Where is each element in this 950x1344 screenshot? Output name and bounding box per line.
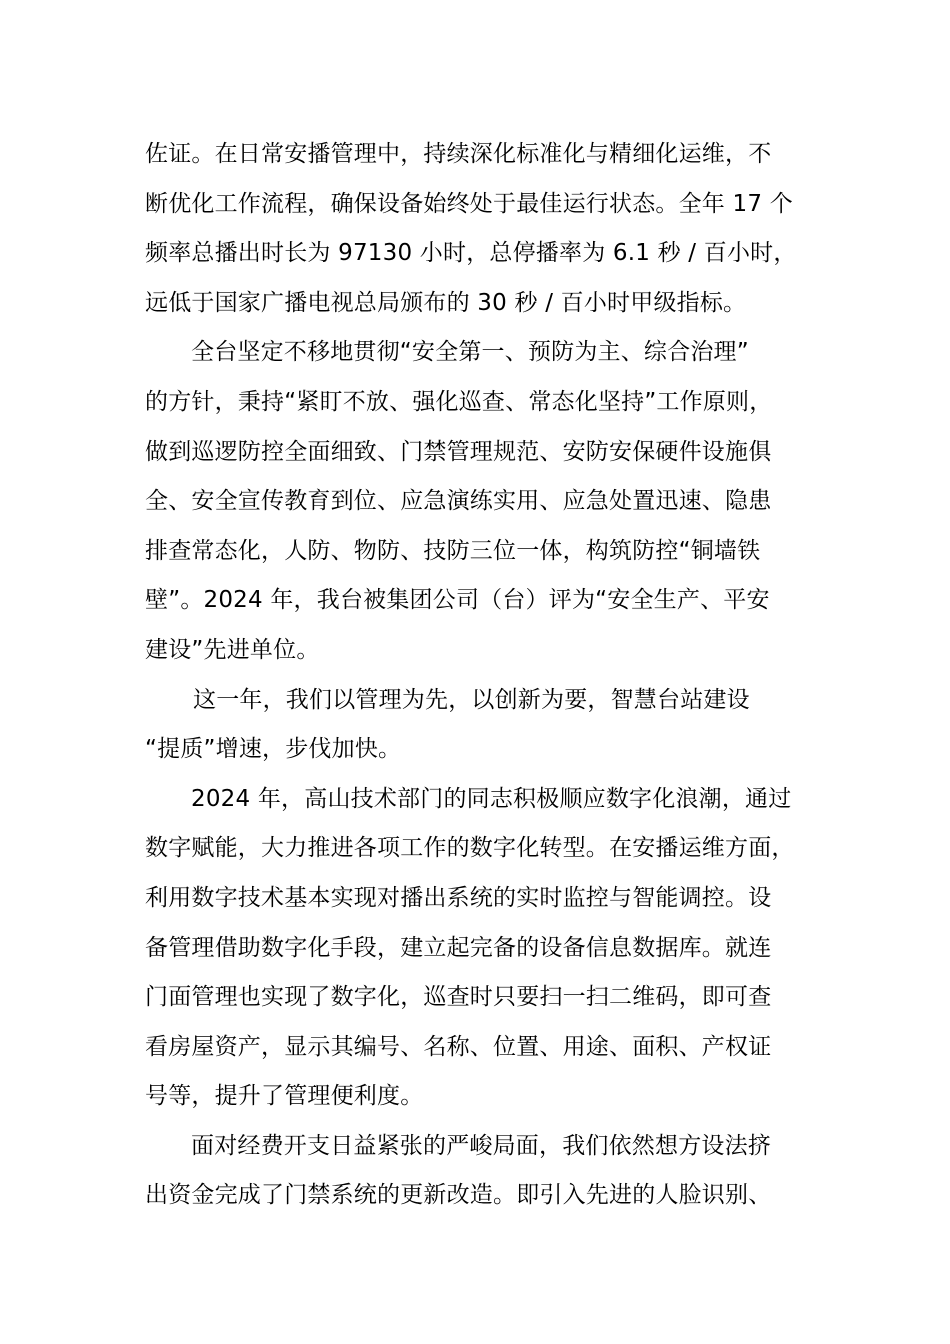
text-line: 远低于国家广播电视总局颁布的 30 秒 / 百小时甲级指标。 <box>145 289 747 316</box>
paragraph-first-line: 全台坚定不移地贯彻“安全第一、预防为主、综合治理” <box>191 339 749 366</box>
text-line: 备管理借助数字化手段，建立起完备的设备信息数据库。就连 <box>145 934 772 961</box>
text-line: 利用数字技术基本实现对播出系统的实时监控与智能调控。设 <box>145 884 772 911</box>
paragraph-first-line: 面对经费开支日益紧张的严峻局面，我们依然想方设法挤 <box>191 1132 771 1159</box>
paragraph-first-line: 这一年，我们以管理为先，以创新为要，智慧台站建设 <box>193 686 750 713</box>
text-line: 做到巡逻防控全面细致、门禁管理规范、安防安保硬件设施俱 <box>145 438 772 465</box>
text-line: 建设”先进单位。 <box>145 636 320 663</box>
text-line: 断优化工作流程，确保设备始终处于最佳运行状态。全年 17 个 <box>145 190 793 217</box>
document-body <box>145 130 810 1221</box>
text-line: 看房屋资产，显示其编号、名称、位置、用途、面积、产权证 <box>145 1033 772 1060</box>
text-line: 壁”。2024 年，我台被集团公司（台）评为“安全生产、平安 <box>145 587 770 614</box>
text-line: 频率总播出时长为 97130 小时，总停播率为 6.1 秒 / 百小时， <box>145 240 797 267</box>
text-line: 佐证。在日常安播管理中，持续深化标准化与精细化运维，不 <box>145 141 772 167</box>
text-line: 数字赋能，大力推进各项工作的数字化转型。在安播运维方面， <box>145 835 795 862</box>
text-line: 的方针，秉持“紧盯不放、强化巡查、常态化坚持”工作原则， <box>145 388 773 415</box>
paragraph-first-line: 2024 年，高山技术部门的同志积极顺应数字化浪潮，通过 <box>191 785 792 812</box>
text-line: 排查常态化，人防、物防、技防三位一体，构筑防控“铜墙铁 <box>145 537 761 564</box>
text-line: “提质”增速，步伐加快。 <box>145 736 402 763</box>
text-line: 号等，提升了管理便利度。 <box>145 1083 424 1110</box>
text-line: 全、安全宣传教育到位、应急演练实用、应急处置迅速、隐患 <box>145 488 772 515</box>
text-line: 门面管理也实现了数字化，巡查时只要扫一扫二维码，即可查 <box>145 984 772 1011</box>
text-line: 出资金完成了门禁系统的更新改造。即引入先进的人脸识别、 <box>145 1182 772 1209</box>
